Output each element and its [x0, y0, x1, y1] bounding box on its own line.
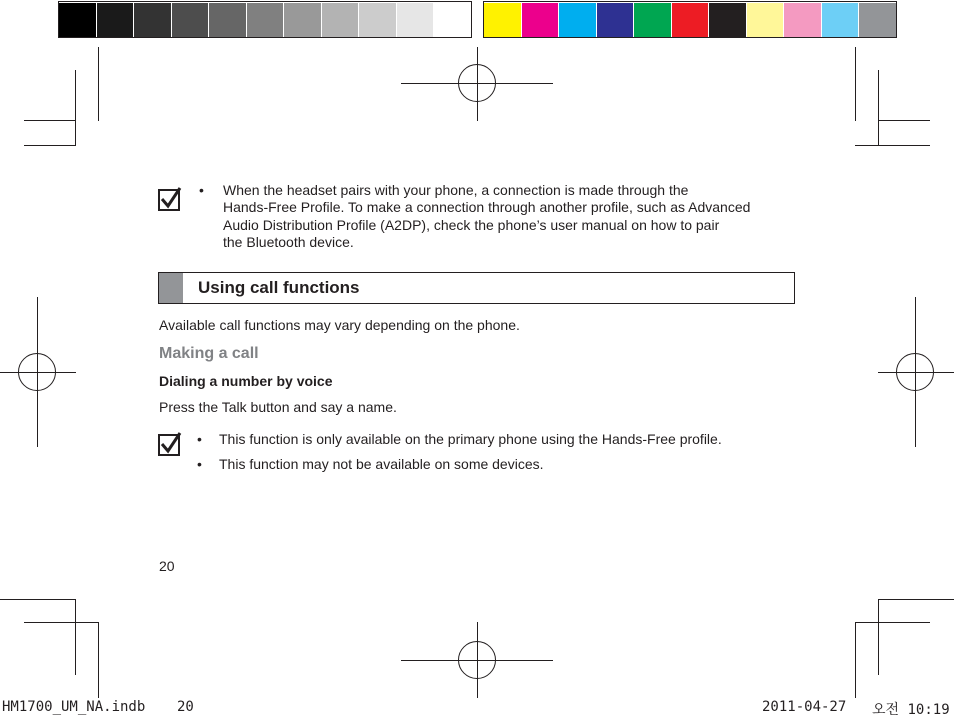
sub-subheading: Dialing a number by voice [159, 373, 333, 389]
footer-page: 20 [177, 699, 194, 715]
bullet: • [197, 456, 202, 472]
footer-time: 오전 10:19 [872, 702, 950, 718]
crop-mark [878, 120, 930, 121]
note-line: the Bluetooth device. [223, 234, 354, 250]
color-bar-frame [483, 1, 897, 38]
bullet: • [199, 182, 204, 198]
intro-text: Available call functions may vary depending on the phone. [159, 317, 520, 333]
color-bar-frame [58, 1, 472, 38]
crop-mark [878, 70, 879, 145]
crop-mark [75, 70, 76, 145]
subheading: Making a call [159, 345, 259, 362]
bullet: • [197, 431, 202, 447]
crop-mark [855, 47, 856, 121]
crop-mark [878, 599, 879, 675]
crop-mark [855, 145, 930, 146]
crop-mark [24, 145, 76, 146]
crop-mark [855, 622, 930, 623]
crop-mark [24, 120, 76, 121]
note-line: Audio Distribution Profile (A2DP), check the phone’s user manual on how to pair [223, 217, 720, 233]
checkbox-note-icon [158, 432, 182, 456]
note-line: When the headset pairs with your phone, a connection is made through the [223, 182, 689, 198]
crop-mark [855, 622, 856, 698]
note-line: Hands-Free Profile. To make a connection through another profile, such as Advanced [223, 199, 751, 215]
section-accent-block [159, 273, 183, 303]
crop-mark [75, 599, 76, 675]
crop-mark [24, 622, 99, 623]
footer-date: 2011-04-27 [762, 699, 847, 715]
instruction-text: Press the Talk button and say a name. [159, 399, 397, 415]
page-number: 20 [159, 558, 175, 574]
crop-mark [98, 622, 99, 698]
crop-mark [878, 599, 954, 600]
crop-mark [98, 47, 99, 121]
checkbox-note-icon [158, 187, 182, 211]
footer-filename: HM1700_UM_NA.indb [2, 699, 146, 715]
section-title: Using call functions [198, 278, 360, 297]
crop-mark [0, 599, 76, 600]
section-header [158, 272, 795, 304]
note-item: This function is only available on the primary phone using the Hands-Free profile. [219, 431, 722, 447]
note-item: This function may not be available on some devices. [219, 456, 544, 472]
